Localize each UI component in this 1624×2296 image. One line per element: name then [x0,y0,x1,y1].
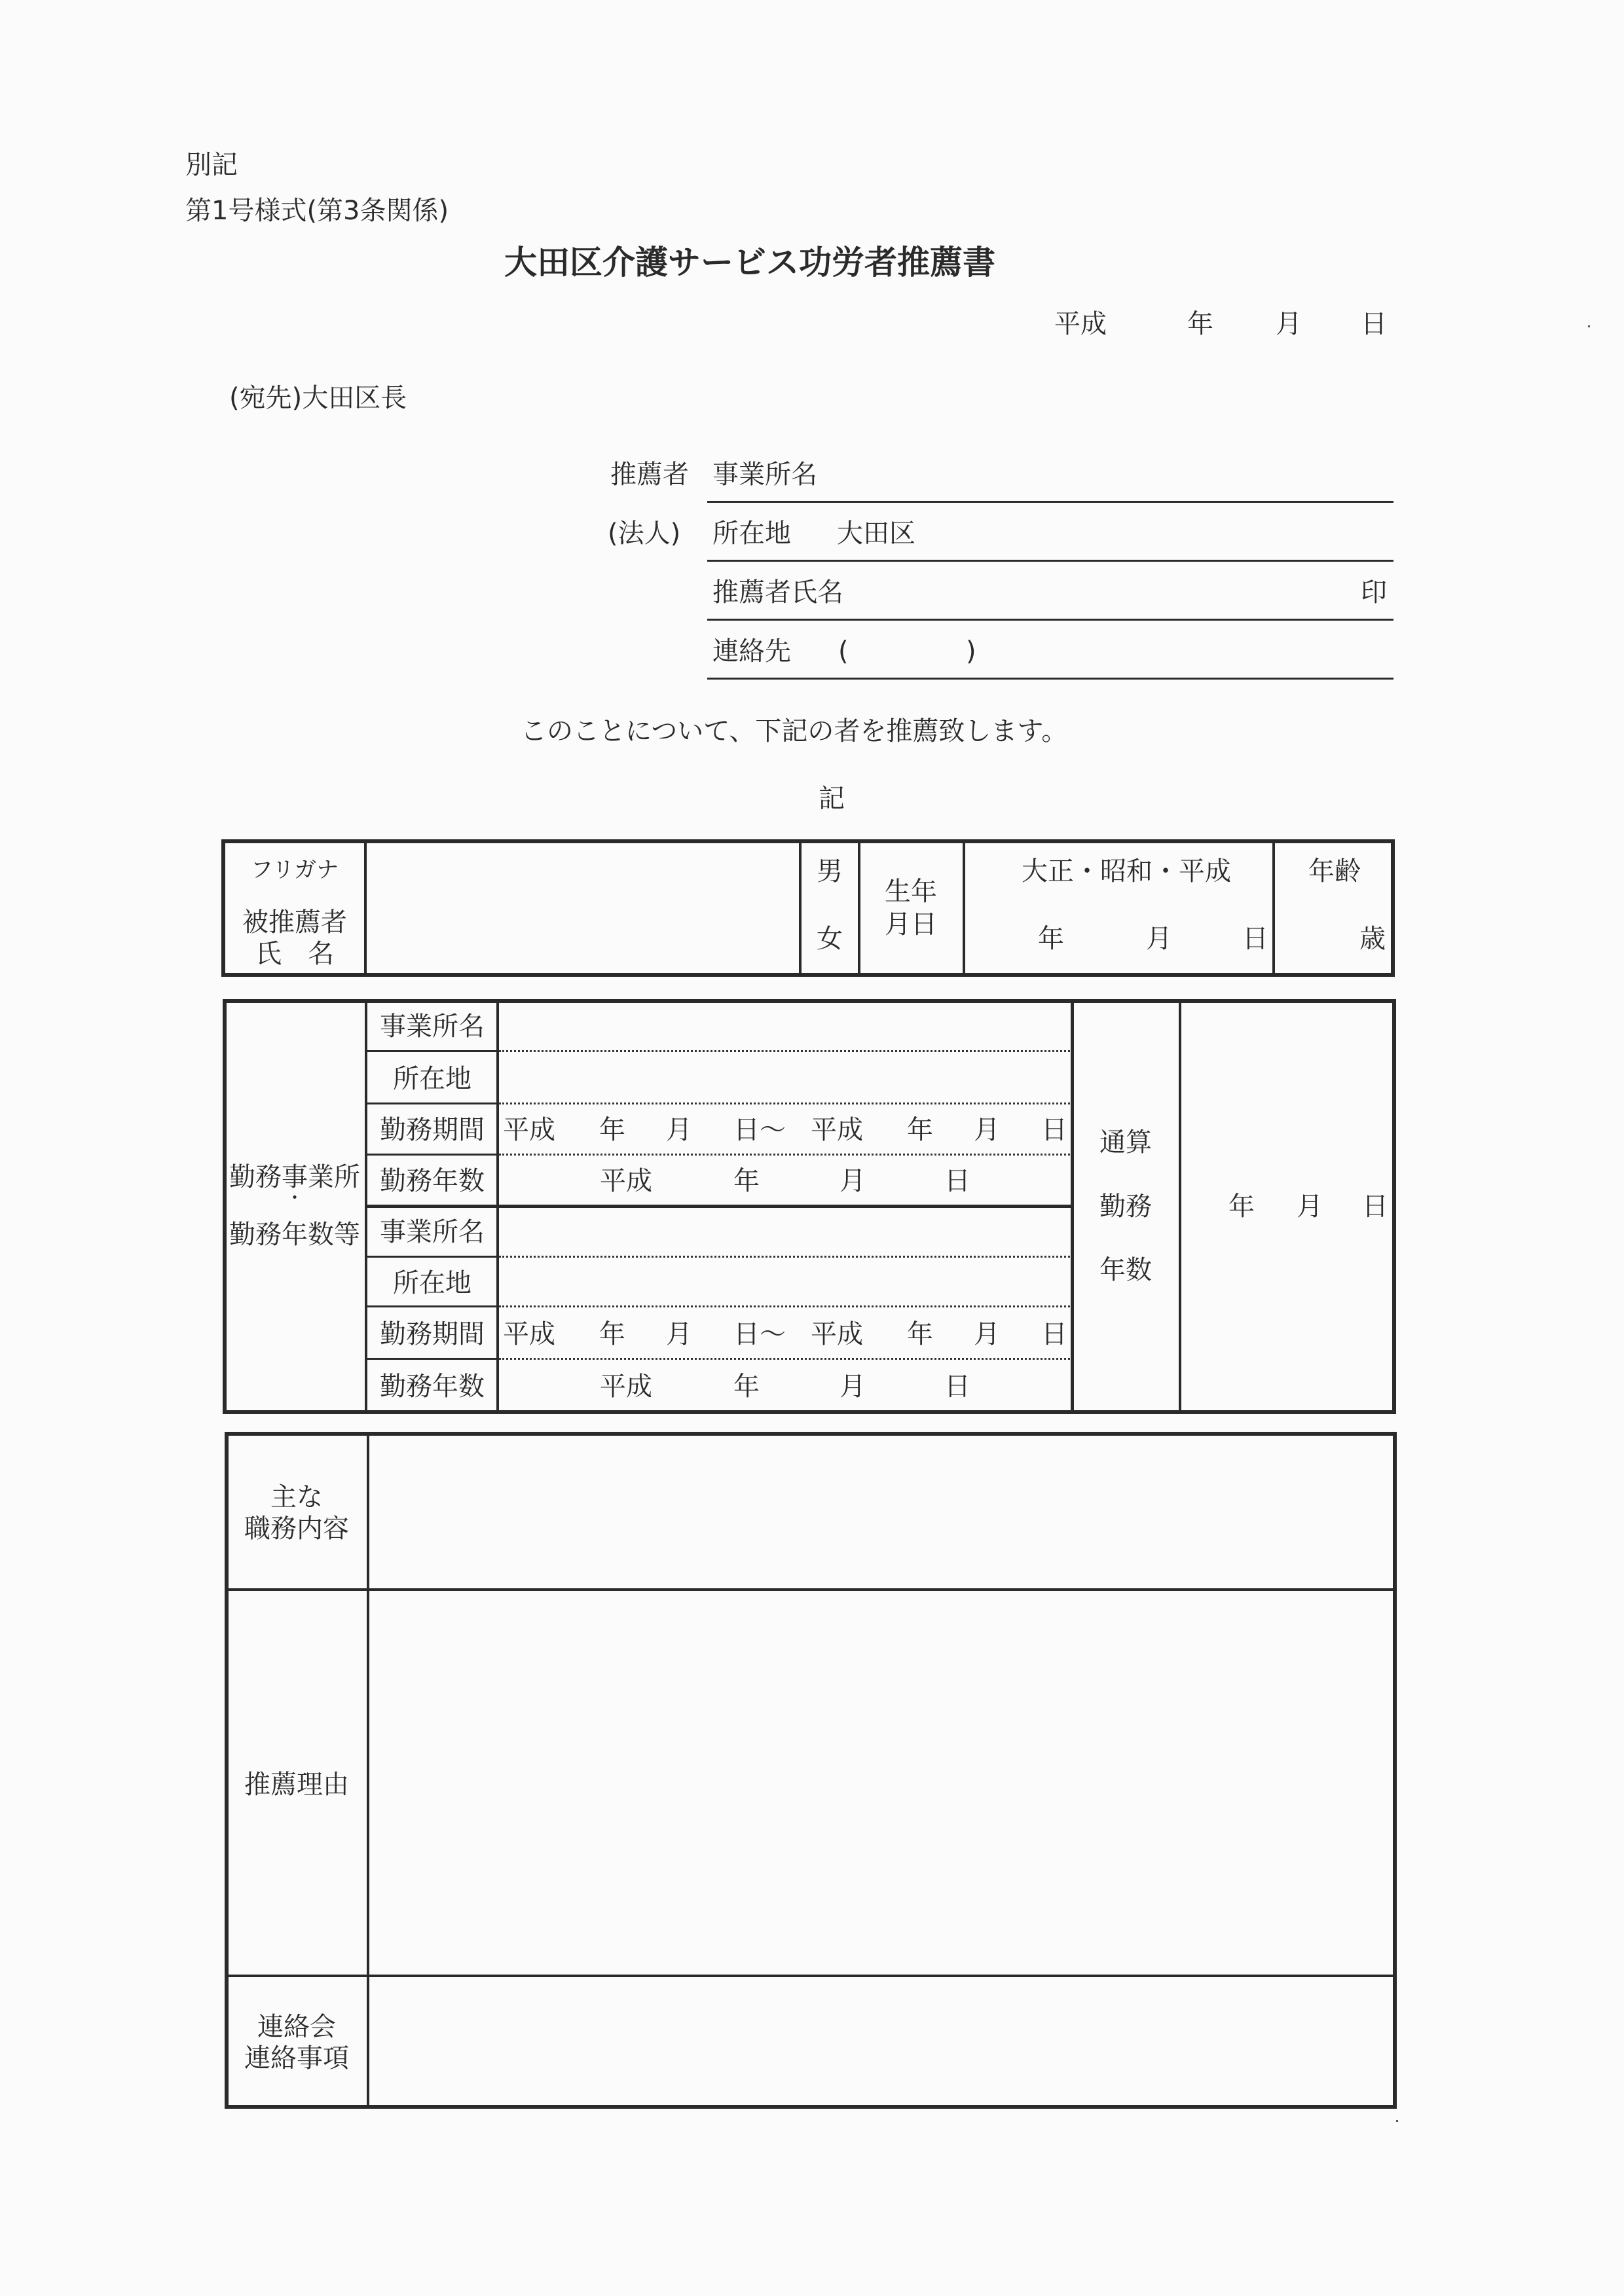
period-to-year-1: 年 [907,1115,933,1145]
period-to-era-2: 平成 [811,1319,863,1349]
date-month: 月 [1276,309,1302,339]
location-field-2[interactable] [501,1260,1067,1303]
location-label-2: 所在地 [393,1268,471,1298]
years-day-2: 日 [944,1372,970,1402]
employment-side-label-2: 勤務年数等 [229,1220,360,1250]
furigana-label: フリガナ [250,857,339,883]
total-label-2: 勤務 [1099,1192,1152,1222]
period-label-1: 勤務期間 [380,1115,485,1145]
period-from-month-2: 月 [666,1319,692,1349]
office-name-field-1[interactable] [501,1005,1067,1048]
date-year: 年 [1187,309,1213,339]
male-option[interactable]: 男 [817,856,843,886]
period-from-era-1: 平成 [503,1115,555,1145]
addressee: (宛先)大田区長 [229,383,407,413]
date-day: 日 [1361,309,1387,339]
total-month: 月 [1297,1192,1323,1222]
seal-mark: 印 [1361,577,1387,608]
intro-text: このことについて、下記の者を推薦致します。 [521,716,1068,746]
age-label: 年齢 [1308,856,1361,886]
page-title: 大田区介護サービス功労者推薦書 [504,244,995,282]
period-to-year-2: 年 [907,1319,933,1349]
birth-label-1: 生年 [885,877,937,907]
total-year: 年 [1228,1192,1255,1222]
location-label: 所在地 [712,519,791,549]
birth-label-2: 月日 [885,909,937,939]
recommender-label: 推薦者 [610,460,689,490]
years-month-1: 月 [840,1166,866,1196]
years-label-1: 勤務年数 [380,1166,485,1196]
years-month-2: 月 [840,1372,866,1402]
recommender-name-line[interactable] [707,619,1393,621]
location-line[interactable] [707,560,1393,562]
period-from-era-2: 平成 [503,1319,555,1349]
years-label-2: 勤務年数 [380,1372,485,1402]
years-era-2: 平成 [600,1372,652,1402]
ki-label: 記 [819,784,845,814]
years-year-2: 年 [733,1372,760,1402]
location-field-1[interactable] [501,1054,1067,1100]
years-era-1: 平成 [600,1166,652,1196]
office-name-label-2: 事業所名 [380,1217,485,1247]
nominee-label: 被推薦者 [242,907,347,938]
contact-line[interactable] [707,678,1393,680]
corporation-label: (法人) [608,519,681,549]
office-name-field-2[interactable] [501,1210,1067,1253]
office-name-label: 事業所名 [712,460,817,490]
liaison-field[interactable] [373,1984,1388,2102]
years-day-1: 日 [944,1166,970,1196]
reason-label: 推薦理由 [244,1770,349,1800]
female-option[interactable]: 女 [817,924,843,954]
betsuki-label: 別記 [185,150,238,180]
contact-label: 連絡先 [712,636,791,666]
office-name-line[interactable] [707,501,1393,503]
period-label-2: 勤務期間 [380,1319,485,1349]
birth-day: 日 [1242,924,1268,954]
period-from-year-2: 年 [599,1319,625,1349]
period-to-month-1: 月 [974,1115,1000,1145]
duties-field[interactable] [373,1440,1388,1581]
period-to-month-2: 月 [974,1319,1000,1349]
location-value: 大田区 [837,519,915,549]
period-from-day-2: 日～ [733,1319,786,1349]
period-to-day-1: 日 [1041,1115,1067,1145]
liaison-label-2: 連絡事項 [244,2043,349,2073]
employment-side-label-1: 勤務事業所 [229,1162,360,1192]
scan-speck [1588,325,1590,327]
location-label-1: 所在地 [393,1064,471,1094]
era-options[interactable]: 大正・昭和・平成 [1022,856,1231,886]
nominee-name-field[interactable] [380,851,786,969]
date-era: 平成 [1054,309,1107,339]
scan-speck [1396,2120,1398,2122]
employment-side-dot: ・ [285,1187,304,1209]
age-unit: 歳 [1359,924,1386,954]
birth-month: 月 [1146,924,1172,954]
liaison-label-1: 連絡会 [257,2012,336,2042]
birth-year: 年 [1038,924,1064,954]
duties-label-2: 職務内容 [244,1514,349,1544]
total-label-3: 年数 [1099,1255,1152,1285]
contact-paren-open: ( [838,636,849,666]
total-label-1: 通算 [1099,1127,1152,1157]
period-to-day-2: 日 [1041,1319,1067,1349]
office-name-label-1: 事業所名 [380,1011,485,1042]
period-from-day-1: 日～ [733,1115,786,1145]
form-number: 第1号様式(第3条関係) [185,196,449,226]
reason-field[interactable] [373,1597,1388,1967]
period-from-year-1: 年 [599,1115,625,1145]
nominee-name-label: 氏 名 [255,939,334,969]
recommender-name-label: 推薦者氏名 [712,577,843,608]
total-day: 日 [1362,1192,1388,1222]
period-from-month-1: 月 [666,1115,692,1145]
duties-label-1: 主な [270,1482,323,1512]
years-year-1: 年 [733,1166,760,1196]
period-to-era-1: 平成 [811,1115,863,1145]
contact-paren-close: ) [966,636,976,666]
